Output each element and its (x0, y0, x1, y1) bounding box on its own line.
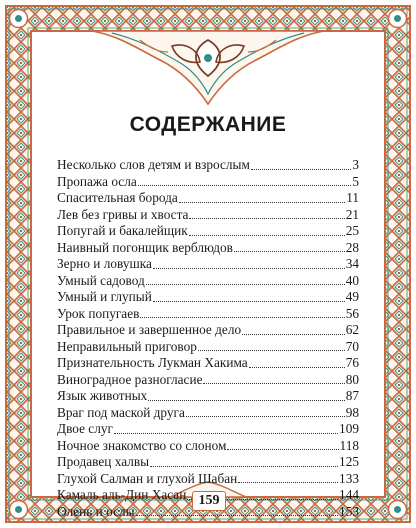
toc-entry-page: 125 (339, 454, 359, 469)
toc-entry-title: Попугай и бакалейщик (57, 223, 188, 238)
toc-entry-title: Наивный погонщик верблюдов (57, 239, 233, 255)
toc-leader-dots (249, 367, 345, 368)
toc-entry-title: Правильное и завершенное дело (57, 322, 242, 337)
toc-entry-page: 5 (352, 173, 359, 189)
toc-entry-title: Зерно и ловушка (57, 256, 152, 271)
toc-entry (57, 355, 359, 372)
toc-entry (57, 240, 359, 257)
toc-leader-dots (138, 185, 352, 186)
toc-entry-title: Несколько слов детям и взрослым (57, 157, 250, 172)
toc-entry (57, 306, 359, 323)
toc-entry-title: Признательность Лукман Хакима (57, 355, 248, 370)
toc-entry-title: Двое слуг (57, 421, 113, 436)
toc-entry-page: 34 (345, 256, 359, 271)
toc-entry (57, 223, 359, 240)
toc-entry-page: 98 (345, 404, 359, 420)
toc-entry-page: 3 (352, 157, 359, 172)
toc-entry-page: 153 (339, 503, 359, 519)
toc-leader-dots (251, 169, 351, 170)
toc-leader-dots (186, 416, 345, 417)
toc-leader-dots (203, 383, 344, 384)
toc-entry-title: Ночное знакомство со слоном (57, 437, 227, 453)
toc-entry-page: 70 (345, 338, 359, 354)
page-title: СОДЕРЖАНИЕ (129, 113, 287, 136)
toc-leader-dots (136, 515, 339, 516)
toc-entry-page: 40 (345, 272, 359, 288)
toc-entry (57, 388, 359, 405)
toc-entry (57, 207, 359, 224)
toc-entry-title: Умный и глупый (57, 289, 152, 304)
toc-leader-dots (150, 466, 338, 467)
toc-leader-dots (140, 317, 344, 318)
toc-entry-page: 21 (345, 206, 359, 222)
toc-entry-page: 11 (346, 190, 359, 205)
toc-entry-page: 76 (345, 355, 359, 370)
page-number-badge: 159 (192, 491, 226, 511)
toc-leader-dots (234, 251, 345, 252)
toc-entry (57, 190, 359, 207)
toc-entry-title: Лев без гривы и хвоста (57, 206, 189, 222)
toc-entry (57, 256, 359, 273)
toc-entry (57, 438, 359, 455)
toc-entry (57, 157, 359, 174)
toc-entry (57, 421, 359, 438)
toc-entry-page: 133 (339, 470, 359, 486)
toc-leader-dots (179, 202, 345, 203)
toc-entry (57, 405, 359, 422)
toc-entry-title: Умный садовод (57, 272, 145, 288)
toc-entry-title: Враг под маской друга (57, 404, 185, 420)
toc-entry-title: Спасительная борода (57, 190, 178, 205)
toc-entry (57, 339, 359, 356)
toc-entry (57, 174, 359, 191)
toc-entry-title: Пропажа осла (57, 173, 137, 189)
toc-leader-dots (238, 482, 338, 483)
toc-leader-dots (242, 334, 345, 335)
toc-entry-page: 49 (345, 289, 359, 304)
toc-entry (57, 273, 359, 290)
toc-leader-dots (146, 284, 345, 285)
toc-entry-title: Олень и ослы (57, 503, 135, 519)
toc-entry (57, 372, 359, 389)
toc-entry-page: 28 (345, 239, 359, 255)
toc-entry-title: Язык животных (57, 388, 148, 403)
toc-entry-title: Продавец халвы (57, 454, 150, 469)
toc-entry-title: Глухой Салман и глухой Шабан (57, 470, 238, 486)
toc-leader-dots (114, 433, 338, 434)
toc-leader-dots (189, 235, 345, 236)
toc-entry-page: 62 (345, 322, 359, 337)
toc-leader-dots (153, 268, 345, 269)
toc-entry-page: 109 (339, 421, 359, 436)
toc-leader-dots (148, 400, 344, 401)
toc-entry-title: Виноградное разногласие (57, 371, 203, 387)
toc-entry-title: Камаль аль-Дин Хасан (57, 487, 187, 502)
toc-leader-dots (198, 350, 345, 351)
toc-leader-dots (153, 301, 345, 302)
toc-entry-page: 87 (345, 388, 359, 403)
toc-entry (57, 454, 359, 471)
toc-entry-page: 118 (339, 437, 359, 453)
toc-entry (57, 322, 359, 339)
toc-entry-page: 56 (345, 305, 359, 321)
toc-entry-title: Урок попугаев (57, 305, 140, 321)
toc-leader-dots (227, 449, 338, 450)
toc-entry (57, 471, 359, 488)
toc-entry-title: Неправильный приговор (57, 338, 197, 354)
toc-entry (57, 289, 359, 306)
toc-entry-page: 144 (339, 487, 359, 502)
table-of-contents (57, 157, 359, 520)
toc-entry-page: 80 (345, 371, 359, 387)
toc-entry-page: 25 (345, 223, 359, 238)
toc-leader-dots (189, 218, 344, 219)
top-medallion-icon (92, 31, 324, 104)
